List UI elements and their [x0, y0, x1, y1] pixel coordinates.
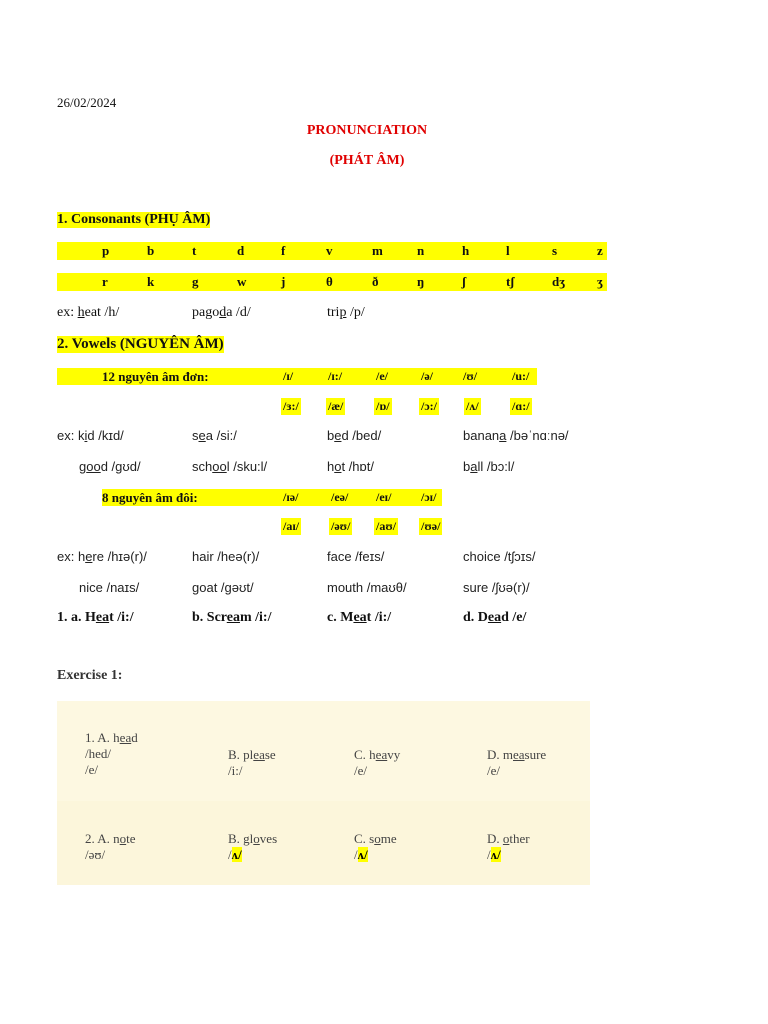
consonant-symbol: k: [147, 274, 155, 289]
vowel-symbol: /ɒ/: [376, 399, 390, 413]
consonant-symbol: θ: [326, 274, 333, 289]
consonant-symbol: j: [281, 274, 286, 289]
consonant-symbol: ŋ: [417, 274, 425, 289]
vowel-example: banana /bəˈnɑːnə/: [463, 428, 569, 443]
vowel-symbol: /ɜ:/: [283, 399, 299, 413]
vowel-example: good /gʊd/: [79, 459, 141, 474]
exercise-sound: /əʊ/: [85, 847, 106, 862]
consonant-symbol: z: [597, 243, 603, 258]
consonant-symbol: ʒ: [597, 274, 603, 289]
consonant-symbol: t: [192, 243, 197, 258]
exercise-row-2: [57, 801, 590, 885]
consonant-symbol: l: [506, 243, 510, 258]
consonant-symbol: g: [192, 274, 199, 289]
vowel-symbol: /ə/: [421, 369, 433, 383]
page-subtitle: (PHÁT ÂM): [329, 153, 405, 168]
exercise-option: D. other /ʌ/: [487, 831, 530, 862]
consonant-symbol: tʃ: [506, 274, 515, 289]
exercise-sound: /e/: [354, 763, 367, 778]
consonant-example-3: trip /p/: [327, 305, 365, 320]
vowel-symbol: /ʌ/: [466, 399, 479, 413]
question-option: d. Dead /e/: [463, 610, 527, 625]
exercise-option: 1. A. head /hed/ /e/: [85, 730, 138, 777]
consonant-symbol: m: [372, 243, 383, 258]
exercise-sound: /e/: [487, 763, 500, 778]
diphthong-example: ex: here /hɪə(r)/: [57, 549, 147, 564]
consonant-row-2: [57, 273, 607, 291]
vowel-symbol: /æ/: [328, 399, 344, 413]
consonant-row-1: [57, 242, 607, 260]
consonant-symbol: p: [102, 243, 110, 258]
question-option: b. Scream /i:/: [192, 610, 272, 625]
exercise-option: B. please /i:/: [228, 747, 276, 778]
consonant-example-2: pagoda /d/: [192, 305, 251, 320]
vowel-symbol: /aɪ/: [283, 519, 300, 533]
vowel-symbol: /e/: [376, 369, 388, 383]
consonant-symbol: f: [281, 243, 286, 258]
exercise-option: C. heavy /e/: [354, 747, 401, 778]
question-option: 1. a. Heat /i:/: [57, 610, 134, 625]
vowel-symbol: /ɔ:/: [421, 399, 437, 413]
exercise-sound: /ʌ/: [354, 847, 368, 862]
exercise-heading: Exercise 1:: [57, 668, 123, 683]
vowel-symbol: /əʊ/: [331, 519, 351, 533]
vowel-symbol: /eɪ/: [376, 490, 392, 504]
diphthong-example: mouth /maʊθ/: [327, 580, 407, 595]
consonant-symbol: ð: [372, 274, 379, 289]
mono-label: 12 nguyên âm đơn:: [102, 369, 209, 384]
vowel-symbol: /ʊə/: [421, 519, 441, 533]
exercise-sound: /e/: [85, 762, 98, 777]
consonant-symbol: d: [237, 243, 245, 258]
vowel-symbol: /ɪ/: [283, 369, 294, 383]
vowel-symbol: /ɪə/: [283, 490, 299, 504]
vowels-heading: 2. Vowels (NGUYÊN ÂM): [57, 336, 224, 352]
vowel-symbol: /ɔɪ/: [421, 490, 437, 504]
exercise-option: C. some /ʌ/: [354, 831, 397, 862]
date: 26/02/2024: [57, 95, 117, 110]
question-option: c. Meat /i:/: [327, 610, 392, 625]
consonants-heading: 1. Consonants (PHỤ ÂM): [57, 212, 211, 227]
vowel-symbol: /ɑ:/: [512, 399, 530, 413]
diphthong-example: face /feɪs/: [327, 549, 385, 564]
vowel-example: ball /bɔ:l/: [463, 459, 515, 474]
consonant-example-1: ex: heat /h/: [57, 305, 120, 320]
diphthong-example: goat /gəʊt/: [192, 580, 254, 595]
diphthong-example: choice /tʃɔɪs/: [463, 549, 536, 564]
exercise-sound: /i:/: [228, 763, 243, 778]
consonant-symbol: v: [326, 243, 333, 258]
vowel-example: bed /bed/: [327, 428, 382, 443]
consonant-symbol: ʃ: [462, 274, 466, 289]
vowel-symbol: /aʊ/: [376, 519, 397, 533]
consonant-symbol: dʒ: [552, 274, 566, 289]
consonant-symbol: h: [462, 243, 470, 258]
diphthong-example: sure /ʃʊə(r)/: [463, 580, 530, 595]
consonant-symbol: n: [417, 243, 425, 258]
exercise-sound: /ʌ/: [228, 847, 242, 862]
vowel-example: hot /hɒt/: [327, 459, 374, 474]
exercise-ipa: /hed/: [85, 746, 111, 761]
consonant-symbol: b: [147, 243, 155, 258]
vowel-symbol: /ɪ:/: [328, 369, 343, 383]
vowel-symbol: /ʊ/: [463, 369, 478, 383]
exercise-option: B. gloves /ʌ/: [228, 831, 278, 862]
consonant-symbol: w: [237, 274, 247, 289]
vowel-symbol: /eə/: [331, 490, 349, 504]
exercise-sound: /ʌ/: [487, 847, 501, 862]
consonant-symbol: r: [102, 274, 108, 289]
vowel-example: school /sku:l/: [192, 459, 268, 474]
vowel-example: sea /si:/: [192, 428, 237, 443]
exercise-option: D. measure /e/: [487, 747, 547, 778]
page-title: PRONUNCIATION: [306, 123, 428, 138]
exercise-row-1: [57, 701, 590, 801]
consonant-symbol: s: [552, 243, 558, 258]
diphthong-example: hair /heə(r)/: [192, 549, 260, 564]
vowel-example: ex: kid /kɪd/: [57, 428, 124, 443]
diphthong-example: nice /naɪs/: [79, 580, 140, 595]
exercise-option: 2. A. note /əʊ/: [85, 831, 136, 862]
di-label: 8 nguyên âm đôi:: [102, 490, 198, 505]
vowel-symbol: /u:/: [512, 369, 530, 383]
